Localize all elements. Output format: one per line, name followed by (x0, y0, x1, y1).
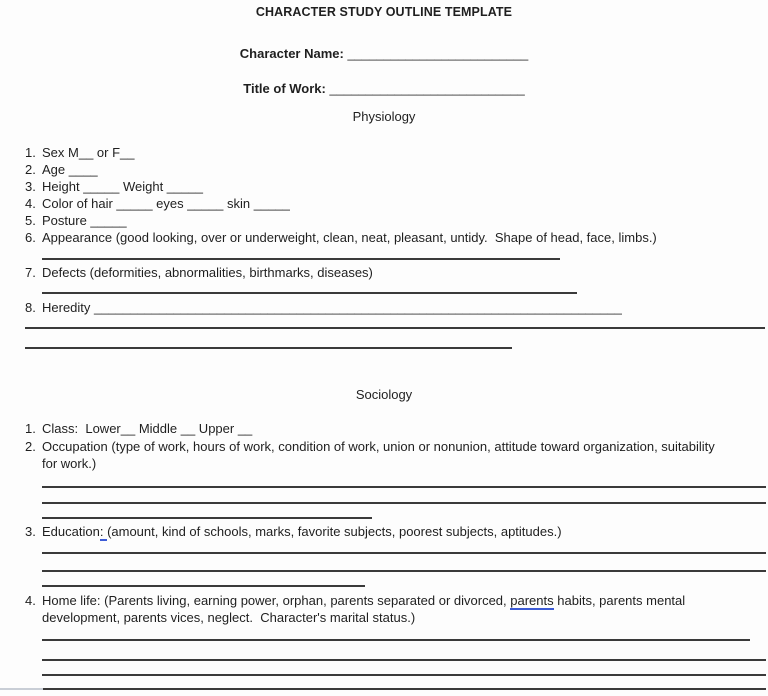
item-text: Defects (deformities, abnormalities, birthmarks, diseases) (42, 265, 373, 280)
list-item (25, 592, 768, 609)
item-number: 2. (25, 162, 36, 177)
writing-line[interactable] (42, 674, 766, 676)
page-title: CHARACTER STUDY OUTLINE TEMPLATE (255, 5, 513, 19)
character-name-label: Character Name: (239, 46, 348, 61)
item-number: 1. (25, 421, 36, 436)
list-item (25, 212, 768, 229)
item-text: Class: Lower__ Middle __ Upper __ (42, 421, 253, 436)
writing-line[interactable] (42, 659, 766, 661)
list-item (25, 299, 768, 316)
item-number: 3. (25, 524, 36, 539)
list-item (25, 438, 768, 455)
item-text: Home life: (Parents living, earning power, orphan, parents separated or divorced, (42, 593, 511, 608)
writing-line[interactable] (43, 688, 766, 690)
item-text: for work.) (42, 456, 97, 471)
heredity-blank[interactable]: _________________________________________________________________________ (94, 300, 622, 315)
writing-line[interactable] (42, 486, 766, 488)
item-text: Education (42, 524, 100, 539)
list-item (25, 420, 768, 437)
list-item (25, 264, 768, 281)
character-name-field (0, 45, 768, 62)
writing-line[interactable] (42, 502, 766, 504)
item-text: habits, parents mental (553, 593, 686, 608)
item-number: 8. (25, 300, 36, 315)
page-edge-segment (0, 688, 43, 690)
item-number: 5. (25, 213, 36, 228)
writing-line[interactable] (42, 292, 577, 294)
item-number: 1. (25, 145, 36, 160)
item-number: 4. (25, 196, 36, 211)
title-of-work-label: Title of Work: (243, 81, 330, 96)
item-text: Posture _____ (42, 213, 127, 228)
section-heading-physiology: Physiology (352, 109, 416, 124)
list-item (25, 144, 768, 161)
item-text: Heredity (42, 300, 95, 315)
item-number: 7. (25, 265, 36, 280)
item-text: Height _____ Weight _____ (42, 179, 203, 194)
writing-line[interactable] (25, 327, 765, 329)
writing-line[interactable] (42, 639, 750, 641)
title-of-work-blank[interactable]: ___________________________ (329, 81, 525, 96)
item-text: Sex M__ or F__ (42, 145, 135, 160)
grammar-underlined-word: parents (510, 593, 554, 608)
item-text: Color of hair _____ eyes _____ skin _____ (42, 196, 290, 211)
list-item (25, 195, 768, 212)
item-text: Occupation (type of work, hours of work, condition of work, union or nonunion, attitude toward organization, suitability (42, 439, 715, 454)
writing-line[interactable] (25, 347, 512, 349)
writing-line[interactable] (42, 517, 372, 519)
writing-line[interactable] (42, 585, 365, 587)
list-item (25, 523, 768, 540)
writing-line[interactable] (42, 258, 560, 260)
item-number: 4. (25, 593, 36, 608)
character-name-blank[interactable]: _________________________ (347, 46, 529, 61)
item-number: 6. (25, 230, 36, 245)
item-text: Age ____ (42, 162, 98, 177)
item-text: (amount, kind of schools, marks, favorite subjects, poorest subjects, aptitudes.) (107, 524, 562, 539)
item-number: 2. (25, 439, 36, 454)
bottom-writing-line-group (0, 688, 768, 690)
grammar-underline-mark: : (99, 524, 108, 539)
title-of-work-field (0, 80, 768, 97)
section-heading-sociology: Sociology (355, 387, 413, 402)
item-number: 3. (25, 179, 36, 194)
list-item (25, 229, 768, 246)
writing-line[interactable] (42, 570, 766, 572)
list-item-continuation (42, 455, 768, 472)
writing-line[interactable] (42, 552, 766, 554)
list-item-continuation (42, 609, 768, 626)
item-text: development, parents vices, neglect. Character's marital status.) (42, 610, 416, 625)
list-item (25, 161, 768, 178)
list-item (25, 178, 768, 195)
item-text: Appearance (good looking, over or underweight, clean, neat, pleasant, untidy. Shape of head, face, limbs.) (42, 230, 657, 245)
